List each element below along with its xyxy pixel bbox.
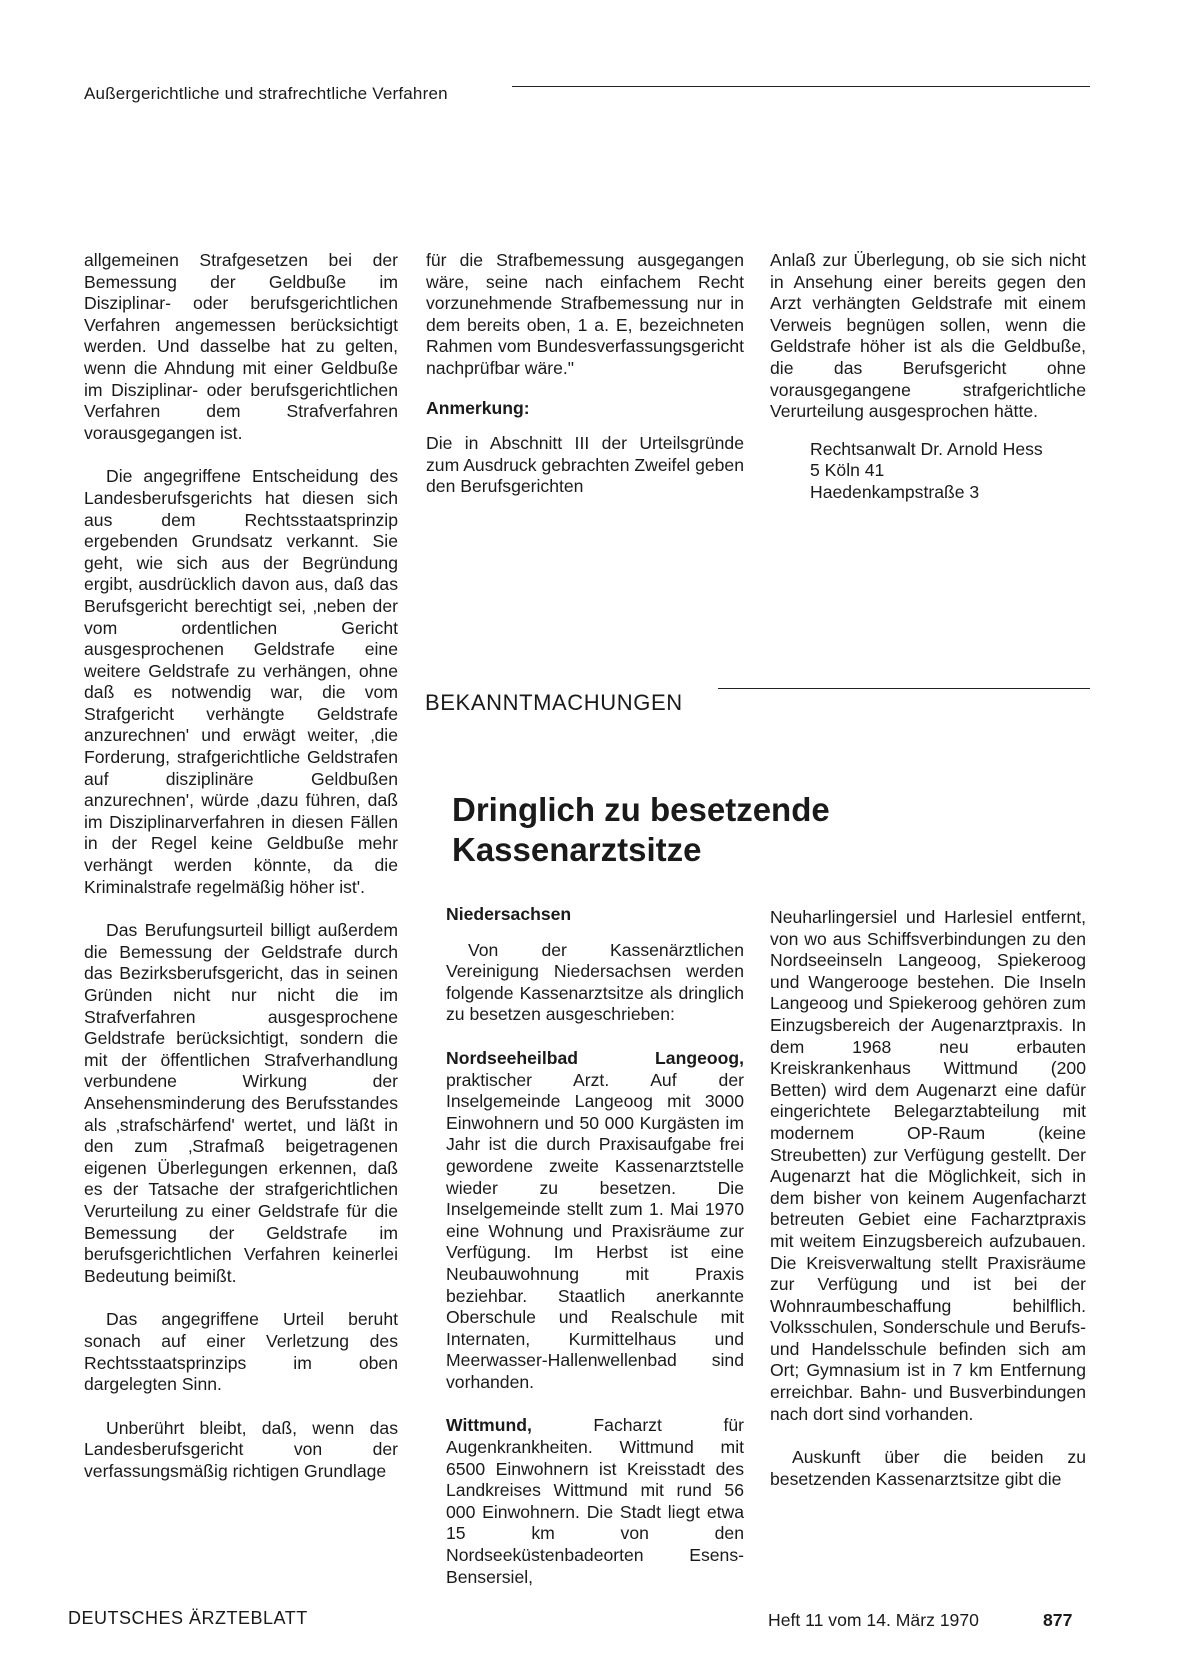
paragraph: für die Strafbemessung ausgegangen wäre, seine nach einfachem Recht vorzunehmende Strafbemessung nur in dem bereits oben, 1 a. E, bezeichneten Rahmen vom Bundesverfassungsgericht nachprüfbar wäre." [426,250,744,378]
paragraph: allgemeinen Strafgesetzen bei der Bemessung der Geldbuße im Disziplinar- oder berufsgerichtlichen Verfahren angemessen berücksichtigt werden. Und dasselbe hat zu gelten, wenn die Ahndung mit einer Geldbuße im Disziplinar- oder berufsgerichtlichen Verfahren dem Strafverfahren vorausgegangen ist. [84,250,398,443]
notice-column-2 [770,907,1086,1490]
journal-name: DEUTSCHES ÄRZTEBLATT [68,1608,308,1628]
author-city: 5 Köln 41 [810,460,885,481]
notice-headline [452,790,830,870]
upper-column-1 [84,250,398,1482]
listing-place: Wittmund, [446,1415,532,1436]
section-rule [718,688,1090,689]
annotation-heading: Anmerkung: [426,397,530,418]
listing-text: Facharzt für Augenkrankheiten. Wittmund mit 6500 Einwohnern ist Kreisstadt des Landkreises Wittmund mit rund 56 000 Einwohnern. Die Stadt liegt etwa 15 km von den Nordseeküstenbadeorten Esens-Bensersiel, [446,1415,744,1587]
region-heading: Niedersachsen [446,904,572,924]
headline-line-2: Kassenarztsitze [452,831,702,868]
upper-column-2 [426,250,744,498]
listing-place: Nordseeheilbad Langeoog, [446,1047,744,1068]
paragraph: Das angegriffene Urteil beruht sonach auf einer Verletzung des Rechtsstaatsprinzips im oben dargelegten Sinn. [84,1309,398,1395]
listing-wittmund [446,1415,744,1588]
upper-column-3 [770,250,1086,504]
running-head-rule [512,86,1090,87]
paragraph: Neuharlingersiel und Harlesiel entfernt, von wo aus Schiffsverbindungen zu den Nordseeinseln Langeoog, Spiekeroog und Wangerooge bestehen. Die Inseln Langeoog und Spiekeroog gehören zum Einzugsbereich der Augenarztpraxis. In dem 1968 neu erbauten Kreiskrankenhaus Wittmund (200 Betten) wird dem Augenarzt eine dafür eingerichtete Belegarztabteilung mit modernem OP-Raum (keine Streubetten) zur Verfügung gestellt. Der Augenarzt hat die Möglichkeit, sich in dem bisher von keinem Augenfacharzt betreuten Gebiet eine Facharztpraxis mit weitem Einzugsbereich aufzubauen. Die Kreisverwaltung stellt Praxisräume zur Verfügung und ist bei der Wohnraumbeschaffung behilflich. Volksschulen, Sonderschule und Berufs- und Handelsschule befinden sich am Ort; Gymnasium ist in 7 km Entfernung erreichbar. Bahn- und Busverbindungen nach dort sind vorhanden. [770,907,1086,1424]
running-head: Außergerichtliche und strafrechtliche Verfahren [84,84,448,103]
notice-column-1 [446,904,744,1588]
paragraph: Anlaß zur Überlegung, ob sie sich nicht in Ansehung einer bereits gegen den Arzt verhängten Geldstrafe mit einem Verweis begnügen sollen, wenn die Geldstrafe höher ist als die Geldbuße, die das Berufsgericht ohne vorausgegangene strafgerichtliche Verurteilung ausgesprochen hätte. [770,250,1086,422]
paragraph: Unberührt bleibt, daß, wenn das Landesberufsgericht von der verfassungsmäßig richtigen Grundlage [84,1417,398,1481]
listing-langeoog [446,1048,744,1394]
listing-text: praktischer Arzt. Auf der Inselgemeinde Langeoog mit 3000 Einwohnern und 50 000 Kurgästen im Jahr ist die durch Praxisaufgabe frei gewordene zweite Kassenarztstelle wieder zu besetzen. Die Inselgemeinde stellt zum 1. Mai 1970 eine Wohnung und Praxisräume zur Verfügung. Im Herbst ist eine Neubauwohnung mit Praxis beziehbar. Staatlich anerkannte Oberschule und Realschule mit Internaten, Kurmittelhaus und Meerwasser-Hallenwellenbad sind vorhanden. [446,1069,744,1392]
paragraph: Die in Abschnitt III der Urteilsgründe zum Ausdruck gebrachten Zweifel geben den Berufsgerichten [426,433,744,497]
page-number: 877 [1043,1610,1073,1630]
paragraph: Die angegriffene Entscheidung des Landesberufsgerichts hat diesen sich aus dem Rechtsstaatsprinzip ergebenden Grundsatz verkannt. Sie geht, wie sich aus der Begründung ergibt, ausdrücklich davon aus, daß das Berufsgericht berechtigt sei, ‚neben der vom ordentlichen Gericht ausgesprochenen Geldstrafe eine weitere Geldstrafe zu verhängen, ohne daß es notwendig war, die vom Strafgericht verhängte Geldstrafe anzurechnen' und erwägt weiter, ‚die Forderung, strafgerichtliche Geldstrafen auf disziplinäre Geldbußen anzurechnen', würde ‚dazu führen, daß im Disziplinarverfahren in diesen Fällen in der Regel keine Geldbuße mehr verhängt werden könnte, da die Kriminalstrafe regelmäßig höher ist'. [84,466,398,897]
paragraph: Das Berufungsurteil billigt außerdem die Bemessung der Geldstrafe durch das Bezirksberufsgericht, das in seinen Gründen nicht nur nicht die im Strafverfahren ausgesprochene Geldstrafe berücksichtigt, sondern die mit der öffentlichen Strafverhandlung verbundene Wirkung der Ansehensminderung des Berufsstandes als ‚strafschärfend' wertet, und läßt in den zum ‚Strafmaß beigetragenen eigenen Überlegungen erkennen, daß es der Tatsache der strafgerichtlichen Verurteilung zu einer Geldstrafe für die Bemessung der Geldstrafe im berufsgerichtlichen Verfahren keinerlei Bedeutung beimißt. [84,920,398,1286]
issue-info: Heft 11 vom 14. März 1970 [768,1610,979,1630]
author-name: Rechtsanwalt Dr. Arnold Hess [810,438,1043,459]
headline-line-1: Dringlich zu besetzende [452,791,830,828]
author-block [770,439,1086,504]
author-street: Haedenkampstraße 3 [810,481,980,502]
section-kicker: BEKANNTMACHUNGEN [425,690,683,715]
intro-paragraph: Von der Kassenärztlichen Vereinigung Niedersachsen werden folgende Kassenarztsitze als dringlich zu besetzen ausgeschrieben: [446,939,744,1025]
paragraph: Auskunft über die beiden zu besetzenden Kassenarztsitze gibt die [770,1447,1086,1489]
